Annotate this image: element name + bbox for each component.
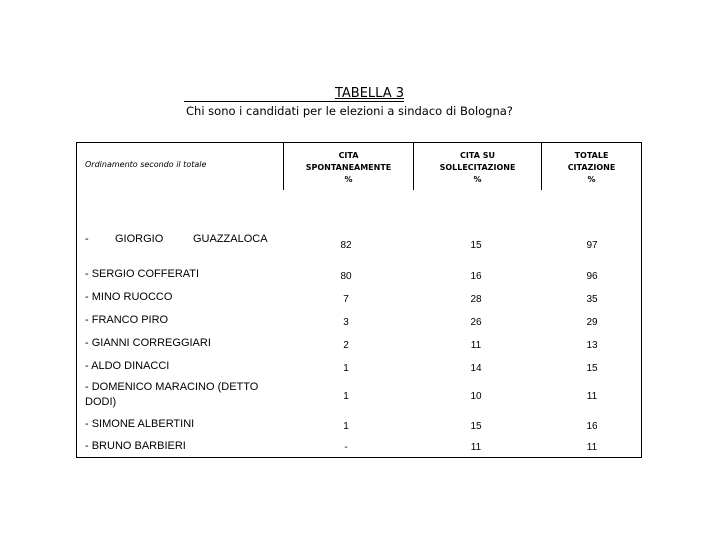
candidate-first-name: GIORGIO: [115, 233, 164, 245]
row-dash: -: [85, 233, 89, 245]
value-solicited: 26: [470, 317, 482, 328]
candidate-name: - FRANCO PIRO: [85, 314, 169, 326]
value-solicited: 16: [470, 271, 482, 282]
candidate-name: - MINO RUOCCO: [85, 291, 173, 303]
column-header-line: %: [473, 175, 482, 184]
value-spontaneous: 80: [340, 271, 352, 282]
candidate-name: - SIMONE ALBERTINI: [85, 418, 195, 430]
title-underline: [184, 101, 404, 102]
value-spontaneous: 1: [343, 391, 349, 402]
candidate-last-name: GUAZZALOCA: [193, 233, 268, 245]
candidate-name-continued: DODI): [85, 396, 117, 408]
value-total: 35: [586, 294, 598, 305]
results-table: [76, 142, 642, 458]
column-header-line: TOTALE: [574, 151, 609, 160]
column-header-spontaneous: [284, 150, 413, 186]
value-solicited: 11: [470, 442, 482, 453]
value-total: 11: [586, 442, 598, 453]
row-header-label: Ordinamento secondo il totale: [85, 160, 207, 169]
title-block: [184, 86, 404, 102]
column-header-solicited: [414, 150, 541, 186]
column-header-line: CITAZIONE: [567, 163, 616, 172]
value-solicited: 11: [470, 340, 482, 351]
value-solicited: 10: [470, 391, 482, 402]
page-subtitle: Chi sono i candidati per le elezioni a sindaco di Bologna?: [186, 104, 513, 118]
value-solicited: 15: [470, 421, 482, 432]
candidate-name: - DOMENICO MARACINO (DETTO: [85, 381, 259, 393]
column-header-line: %: [344, 175, 353, 184]
column-header-line: CITA SU: [460, 151, 495, 160]
value-solicited: 14: [470, 363, 482, 374]
column-header-line: CITA: [338, 151, 359, 160]
column-header-line: SOLLECITAZIONE: [439, 163, 516, 172]
value-total: 29: [586, 317, 598, 328]
column-header-line: %: [587, 175, 596, 184]
value-spontaneous: 3: [343, 317, 349, 328]
value-solicited: 28: [470, 294, 482, 305]
column-header-total: [542, 150, 641, 186]
value-spontaneous: 82: [340, 240, 352, 251]
candidate-name: - BRUNO BARBIERI: [85, 440, 186, 452]
value-total: 15: [586, 363, 598, 374]
value-total: 96: [586, 271, 598, 282]
value-total: 16: [586, 421, 598, 432]
value-spontaneous: 1: [343, 421, 349, 432]
value-spontaneous: -: [344, 442, 348, 453]
value-spontaneous: 1: [343, 363, 349, 374]
value-spontaneous: 7: [343, 294, 349, 305]
candidate-name: - GIANNI CORREGGIARI: [85, 337, 211, 349]
column-header-line: SPONTANEAMENTE: [305, 163, 392, 172]
value-total: 13: [586, 340, 598, 351]
value-spontaneous: 2: [343, 340, 349, 351]
page-title: TABELLA 3: [334, 86, 404, 101]
value-total: 97: [586, 240, 598, 251]
candidate-name: - ALDO DINACCI: [85, 360, 170, 372]
candidate-name: - SERGIO COFFERATI: [85, 268, 200, 280]
value-total: 11: [586, 391, 598, 402]
value-solicited: 15: [470, 240, 482, 251]
